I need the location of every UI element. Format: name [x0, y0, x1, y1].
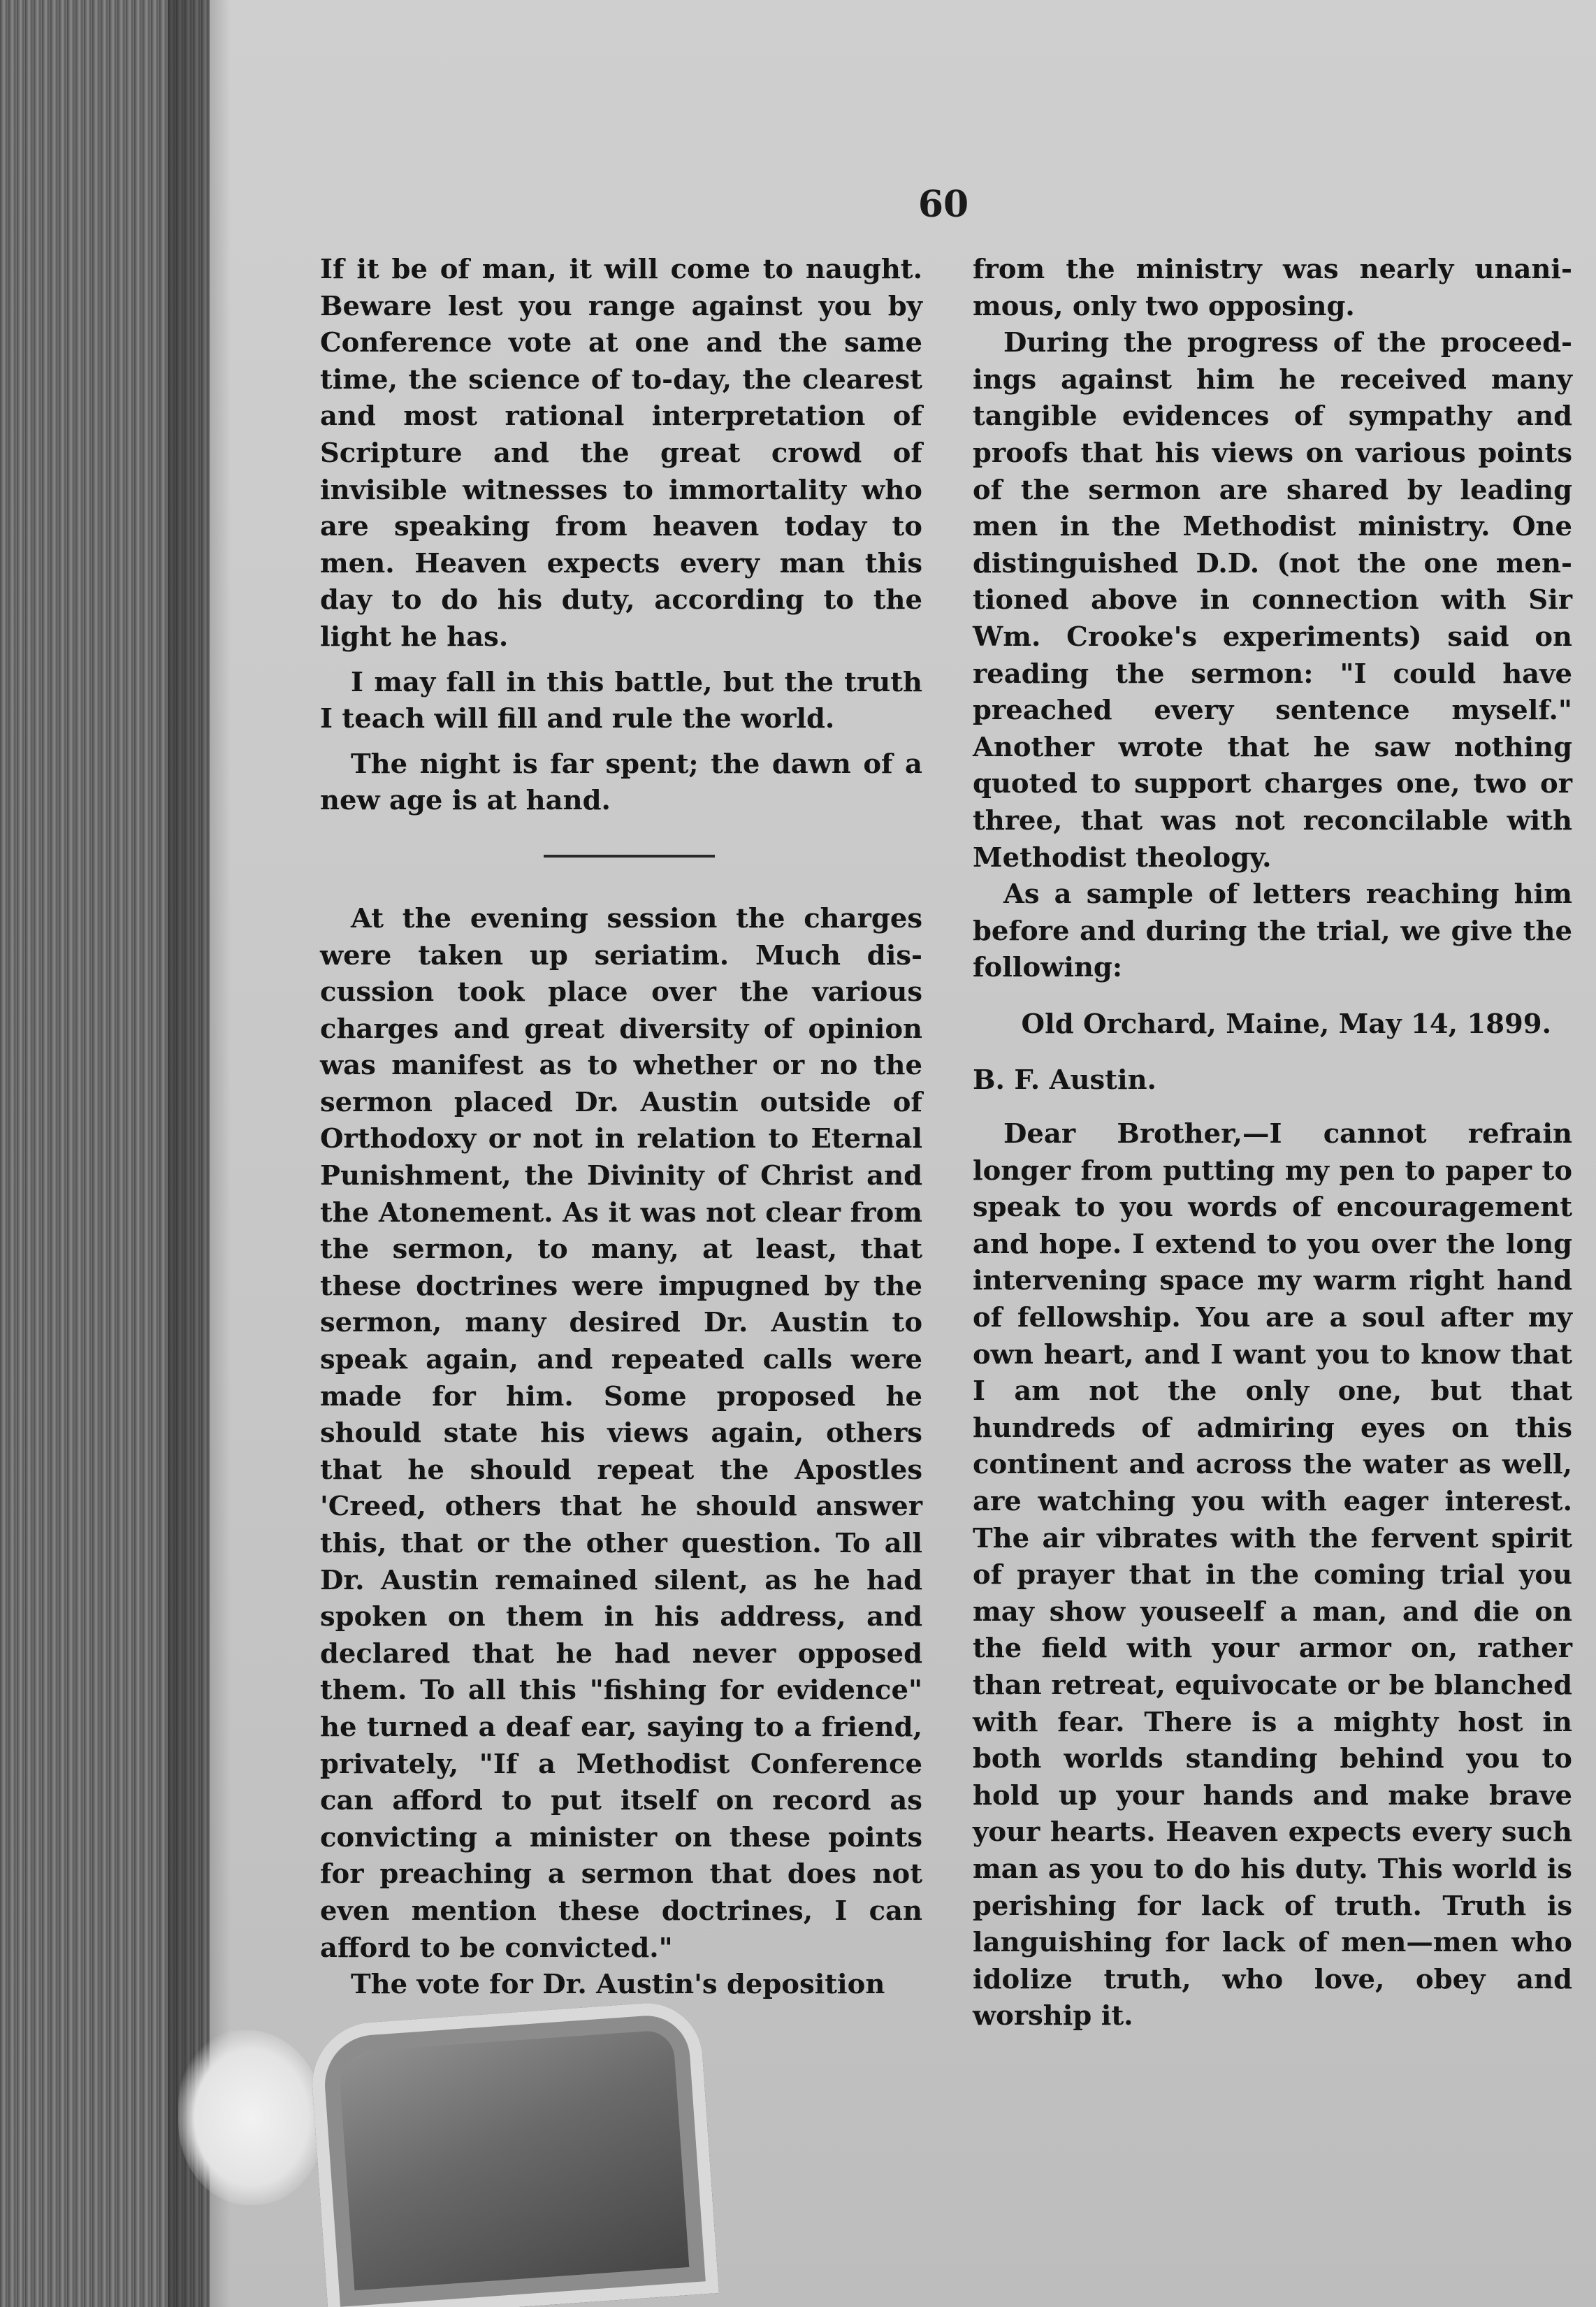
letter-body: Dear Brother,—I cannot refrain longer from putting my pen to paper to speak to you words of encouragement and hope. I extend to you over the long intervening space my warm right hand of fellowship. You are a soul after my own heart, and I want you to know that I am not the only one, but that hundreds of admiring eyes on this continent and across the water as well, are watching you with eager interest. The air vibrates with the fervent spirit of prayer that in the coming trial you may show youseelf a man, and die on the field with your armor on, rather than retreat, equivocate or be blanched with fear. There is a mighty host in both worlds standing behind you to hold up your hands and make brave your hearts. Heaven expects every such man as you to do his duty. This world is perishing for lack of truth. Truth is languishing for lack of men—men who idolize truth, who love, obey and worship it. — [973, 1118, 1572, 2032]
letter-dateline: Old Orchard, Maine, May 14, 1899. — [1021, 1008, 1551, 1040]
section-divider — [544, 855, 715, 858]
thumb-over-page — [308, 1999, 719, 2307]
paragraph: The vote for Dr. Austin's deposition — [351, 1969, 885, 2001]
paragraph: from the ministry was nearly unanimous, only two opposing. — [973, 254, 1572, 322]
paragraph: If it be of man, it will come to naught. Beware lest you range against you by Conference vote at one and the same time, the science of to-day, the clearest and most rational interpretation of Scripture and the great crowd of invisible witnesses to immortality who are speaking from heaven today to men. Heaven expects every man this day to do his duty, according to the light he has. — [320, 254, 922, 653]
left-text-column — [320, 252, 922, 2004]
paragraph: At the evening session the charges were taken up seriatim. Much discussion took place over the various charges and great diversity of opinion was manifest as to whether or no the sermon placed Dr. Austin outside of Orthodoxy or not in relation to Eternal Punishment, the Divinity of Christ and the Atonement. As it was not clear from the sermon, to many, at least, that these doctrines were impugned by the sermon, many desired Dr. Austin to speak again, and repeated calls were made for him. Some proposed he should state his views again, others that he should repeat the Apostles 'Creed, others that he should answer this, that or the other question. To all Dr. Austin remained silent, as he had spoken on them in his address, and declared that he had never opposed them. To all this "fishing for evidence" he turned a deaf ear, saying to a friend, privately, "If a Methodist Conference can afford to put itself on record as convicting a minister on these points for preaching a sermon that does not even mention these doctrines, I can afford to be convicted." — [320, 902, 922, 1964]
paragraph: As a sample of letters reaching him before and during the trial, we give the following: — [973, 878, 1572, 984]
page-number: 60 — [917, 183, 969, 226]
paragraph: The night is far spent; the dawn of a new age is at hand. — [320, 748, 922, 817]
letter-addressee: B. F. Austin. — [973, 1064, 1156, 1097]
paragraph: I may fall in this battle, but the truth I teach will fill and rule the world. — [320, 666, 922, 735]
gutter-shadow — [168, 0, 231, 2307]
right-text-column — [973, 252, 1572, 2035]
paragraph: During the progress of the proceedings against him he received many tangible evidences of sympathy and proofs that his views on various points of the sermon are shared by leading men in the Methodist ministry. One distinguished D.D. (not the one mentioned above in connection with Sir Wm. Crooke's experiments) said on reading the sermon: "I could have preached every sentence myself." Another wrote that he saw nothing quoted to support charges one, two or three, that was not reconcilable with Methodist theology. — [973, 327, 1572, 874]
